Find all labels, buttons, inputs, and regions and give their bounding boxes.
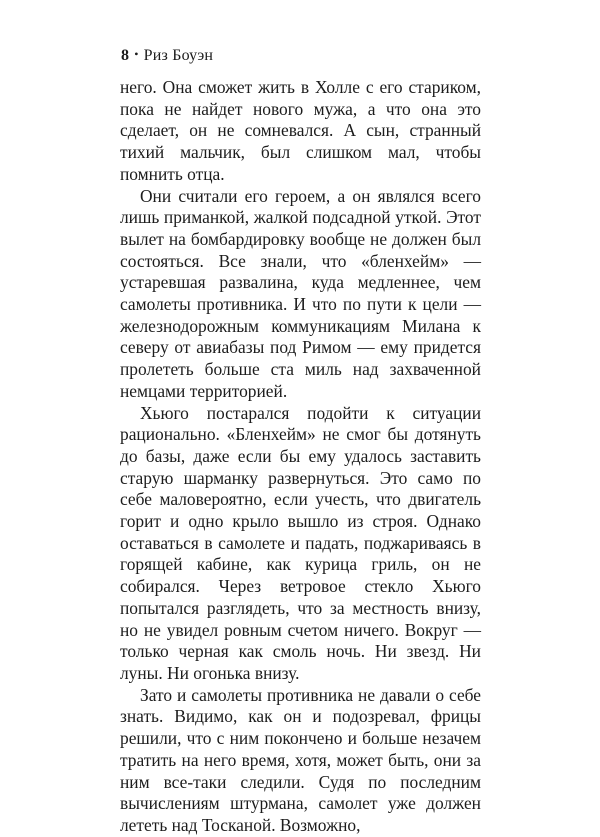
separator-bullet: •: [134, 47, 139, 61]
paragraph: Зато и самолеты противника не давали о себе знать. Видимо, как он и подозревал, фрицы решили, что с ним покончено и больше незачем тратить на него время, хотя, может быть, они за ним все-таки следили. Судя по последним вычислениям штурмана, самолет уже должен лететь над Тосканой. Возможно,: [120, 684, 481, 835]
paragraph-continuation: него. Она сможет жить в Холле с его стариком, пока не найдет нового мужа, а что она это сделает, он не сомневался. А сын, странный тихий мальчик, был слишком мал, чтобы помнить отца.: [120, 77, 481, 184]
text-body: [120, 77, 481, 837]
running-header: [121, 46, 213, 66]
paragraph: Хьюго постарался подойти к ситуации рационально. «Бленхейм» не смог бы дотянуть до базы, даже если бы ему удалось заставить старую шарманку развернуться. Это само по себе маловероятно, если учесть, что двигатель горит и одно крыло вышло из строя. Однако оставаться в самолете и падать, поджариваясь в горящей кабине, как курица гриль, он не собирался. Через ветровое стекло Хьюго попытался разглядеть, что за местность внизу, но не увидел ровным счетом ничего. Вокруг — только черная как смоль ночь. Ни звезд. Ни луны. Ни огонька внизу.: [120, 402, 481, 683]
author-name: Риз Боуэн: [143, 47, 214, 64]
paragraph: Они считали его героем, а он являлся всего лишь приманкой, жалкой подсадной уткой. Этот вылет на бомбардировку вообще не должен был состояться. Все знали, что «бленхейм» — устаревшая развалина, куда медленнее, чем самолеты противника. И что по пути к цели — железнодорожным коммуникациям Милана к северу от авиабазы под Римом — ему придется пролететь больше ста миль над захваченной немцами территорией.: [120, 185, 481, 401]
page-number: 8: [121, 47, 130, 64]
